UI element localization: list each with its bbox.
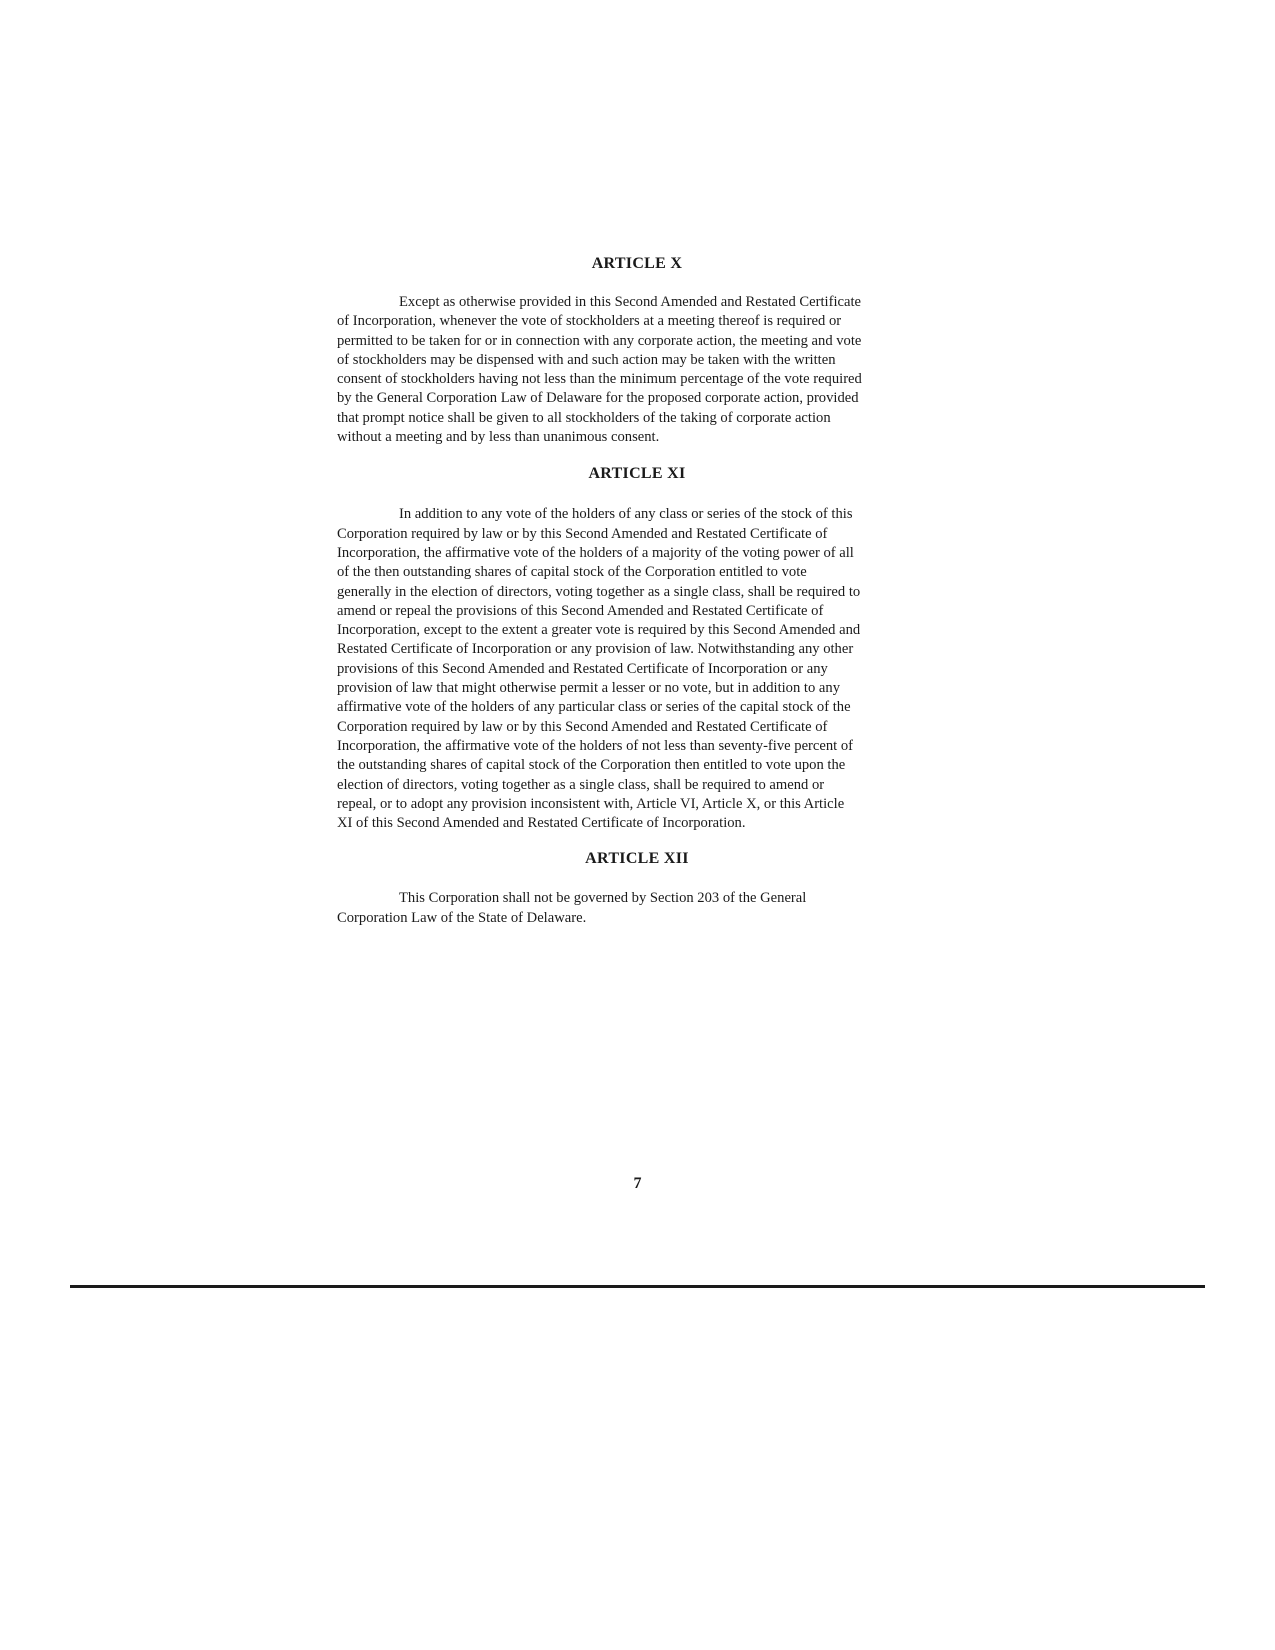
document-body xyxy=(337,255,937,928)
page-number: 7 xyxy=(633,1175,642,1192)
paragraph-line: Incorporation, the affirmative vote of the holders of a majority of the voting power of all xyxy=(337,544,854,561)
paragraph-line: by the General Corporation Law of Delaware for the proposed corporate action, provided xyxy=(337,390,859,407)
paragraph-line: repeal, or to adopt any provision inconsistent with, Article VI, Article X, or this Article xyxy=(337,795,845,812)
paragraph-line: the outstanding shares of capital stock of the Corporation then entitled to vote upon the xyxy=(337,757,846,774)
article-xii-heading: ARTICLE XII xyxy=(585,850,689,868)
paragraph-line: of stockholders may be dispensed with and such action may be taken with the written xyxy=(337,351,836,368)
paragraph-line: provisions of this Second Amended and Restated Certificate of Incorporation or any xyxy=(337,660,828,677)
paragraph-line: Corporation Law of the State of Delaware. xyxy=(337,909,587,926)
paragraph-line: Incorporation, except to the extent a greater vote is required by this Second Amended and xyxy=(337,622,861,639)
article-xi-heading: ARTICLE XI xyxy=(588,465,686,483)
paragraph-line: In addition to any vote of the holders of any class or series of the stock of this xyxy=(399,506,853,523)
paragraph-line: Corporation required by law or by this Second Amended and Restated Certificate of xyxy=(337,525,828,542)
paragraph-line: consent of stockholders having not less than the minimum percentage of the vote required xyxy=(337,371,862,388)
paragraph-line: XI of this Second Amended and Restated Certificate of Incorporation. xyxy=(337,815,746,832)
article-x-paragraph xyxy=(337,293,937,447)
paragraph-line: affirmative vote of the holders of any particular class or series of the capital stock of the xyxy=(337,699,851,716)
footer-rule xyxy=(70,1285,1205,1288)
paragraph-line: This Corporation shall not be governed by Section 203 of the General xyxy=(399,890,807,907)
paragraph-line: provision of law that might otherwise permit a lesser or no vote, but in addition to any xyxy=(337,680,840,697)
paragraph-line: of the then outstanding shares of capital stock of the Corporation entitled to vote xyxy=(337,564,807,581)
paragraph-line: permitted to be taken for or in connection with any corporate action, the meeting and vote xyxy=(337,332,862,349)
paragraph-line: that prompt notice shall be given to all stockholders of the taking of corporate action xyxy=(337,409,831,426)
article-xi-paragraph xyxy=(337,505,937,833)
paragraph-line: Corporation required by law or by this Second Amended and Restated Certificate of xyxy=(337,718,828,735)
paragraph-line: Incorporation, the affirmative vote of the holders of not less than seventy-five percent of xyxy=(337,737,854,754)
article-xii-paragraph xyxy=(337,889,937,928)
paragraph-line: Except as otherwise provided in this Second Amended and Restated Certificate xyxy=(399,294,862,310)
paragraph-line: election of directors, voting together as a single class, shall be required to amend or xyxy=(337,776,825,793)
article-x-heading: ARTICLE X xyxy=(591,255,683,272)
paragraph-line: Restated Certificate of Incorporation or any provision of law. Notwithstanding any other xyxy=(337,641,854,658)
paragraph-line: of Incorporation, whenever the vote of stockholders at a meeting thereof is required or xyxy=(337,313,842,330)
paragraph-line: amend or repeal the provisions of this Second Amended and Restated Certificate of xyxy=(337,602,824,619)
paragraph-line: without a meeting and by less than unanimous consent. xyxy=(337,429,660,446)
paragraph-line: generally in the election of directors, voting together as a single class, shall be required to xyxy=(337,583,861,600)
